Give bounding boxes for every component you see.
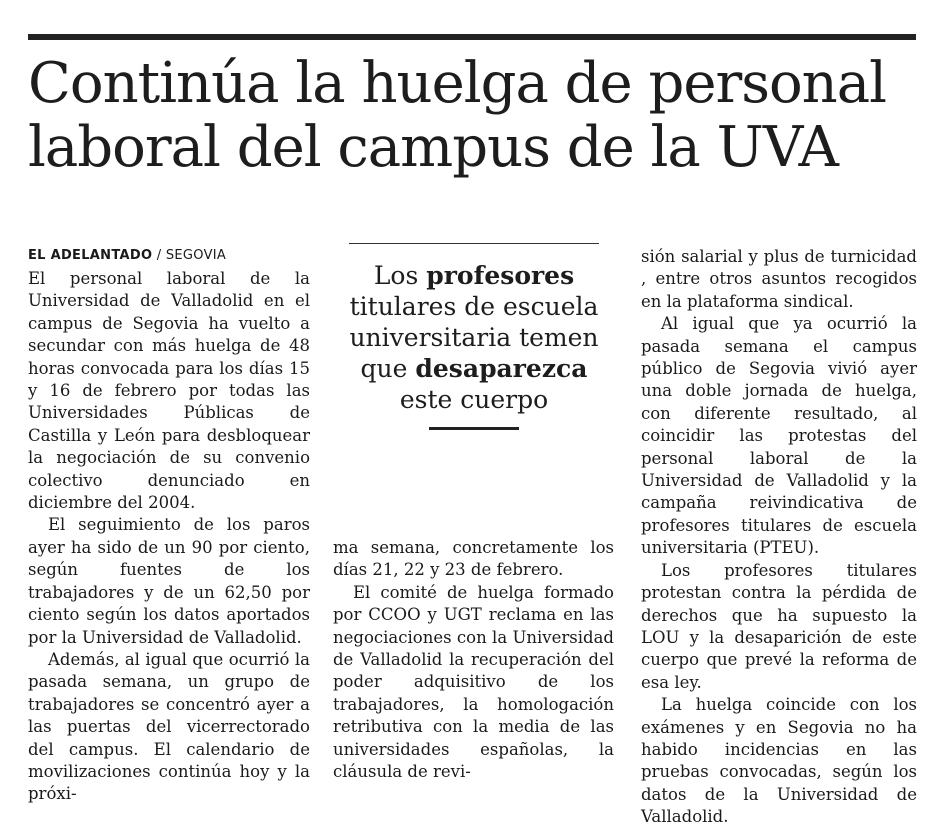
paragraph: Los profesores titulares protestan contra la pérdida de derechos que ha supuesto la LOU y la desaparición de este cuerpo que prevé la reforma de esa ley. (641, 560, 917, 692)
article-column-3 (641, 246, 917, 829)
pull-quote-part: este cuerpo (399, 385, 549, 414)
byline (28, 246, 310, 266)
paragraph: Al igual que ya ocurrió la pasada semana el campus público de Segovia vivió ayer una doble jornada de huelga, con diferente resultado, al coincidir las protestas del personal laboral de la Universidad de Valladolid y la campaña reivindicativa de profesores titulares de escuela universitaria (PTEU). (641, 314, 917, 558)
article-column-2 (333, 537, 614, 783)
pull-quote-emphasis: profesores (426, 261, 575, 290)
pull-quote-part: titulares de escuela universitaria temen que (349, 292, 599, 383)
headline: Continúa la huelga de personal laboral del campus de la UVA (28, 51, 887, 180)
paragraph: El comité de huelga formado por CCOO y UGT reclama en las negociaciones con la Universidad de Valladolid la recuperación del poder adquisitivo de los trabajadores, la homologación retributiva con la media de las universidades españolas, la cláusula de revi- (333, 582, 614, 782)
paragraph: sión salarial y plus de turnicidad , entre otros asuntos recogidos en la plataforma sindical. (641, 247, 917, 311)
pull-quote-bottom-rule (429, 427, 519, 430)
byline-separator: / (152, 248, 166, 263)
pull-quote (345, 243, 603, 430)
top-rule (28, 34, 916, 40)
byline-location: SEGOVIA (165, 248, 227, 263)
paragraph: ma semana, concretamente los días 21, 22 y 23 de febrero. (333, 538, 614, 580)
pull-quote-emphasis: desaparezca (415, 354, 588, 383)
article-column-1 (28, 246, 310, 806)
pull-quote-part: Los (373, 261, 427, 290)
pull-quote-top-rule (349, 243, 599, 244)
paragraph: El seguimiento de los paros ayer ha sido de un 90 por ciento, según fuentes de los trabajadores y de un 62,50 por ciento según los datos aportados por la Universidad de Valladolid. (28, 515, 310, 647)
paragraph: La huelga coincide con los exámenes y en Segovia no ha habido incidencias en las pruebas convocadas, según los datos de la Universidad de Valladolid. (641, 695, 917, 827)
pull-quote-text (345, 260, 603, 415)
paragraph: El personal laboral de la Universidad de Valladolid en el campus de Segovia ha vuelto a secundar con más huelga de 48 horas convocada para los días 15 y 16 de febrero por todas las Universidades Públicas de Castilla y León para desbloquear la negociación de su convenio colectivo denunciado en diciembre del 2004. (28, 269, 310, 513)
paragraph: Además, al igual que ocurrió la pasada semana, un grupo de trabajadores se concentró ayer a las puertas del vicerrectorado del campus. El calendario de movilizaciones continúa hoy y la próxi- (28, 649, 310, 804)
byline-source: EL ADELANTADO (28, 248, 153, 263)
